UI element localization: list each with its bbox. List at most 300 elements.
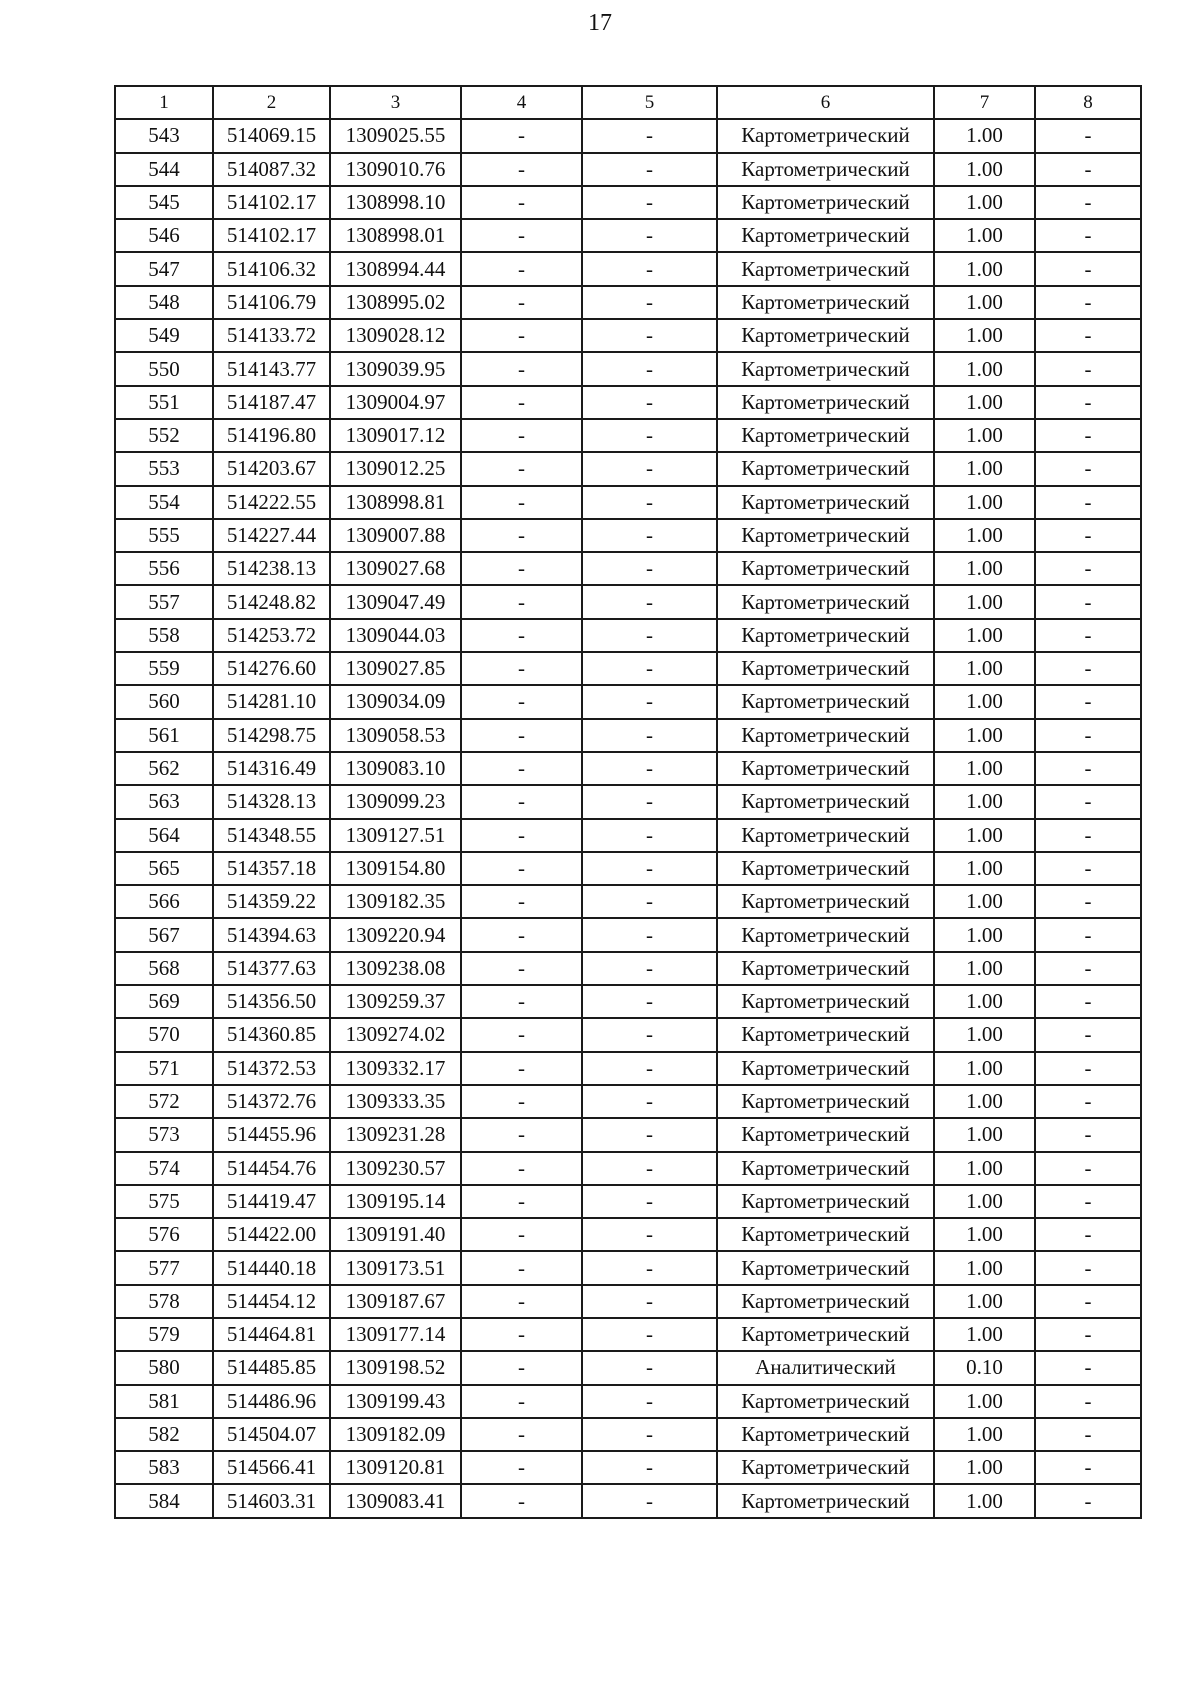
table-cell: - (461, 486, 582, 519)
table-cell: Картометрический (717, 153, 934, 186)
table-cell: 514359.22 (213, 885, 330, 918)
table-cell: - (1035, 1418, 1141, 1451)
table-row (115, 752, 1141, 785)
table-cell: - (1035, 1085, 1141, 1118)
table-cell: 1.00 (934, 386, 1035, 419)
table-cell: 514328.13 (213, 785, 330, 818)
table-cell: Картометрический (717, 319, 934, 352)
table-cell: 1.00 (934, 1052, 1035, 1085)
table-cell: 1.00 (934, 1385, 1035, 1418)
table-row (115, 452, 1141, 485)
table-cell: Картометрический (717, 1318, 934, 1351)
table-cell: 1309044.03 (330, 619, 461, 652)
table-row (115, 1218, 1141, 1251)
table-cell: 543 (115, 119, 213, 152)
table-cell: Картометрический (717, 985, 934, 1018)
table-cell: - (461, 1451, 582, 1484)
table-cell: 1.00 (934, 1085, 1035, 1118)
table-cell: 514143.77 (213, 352, 330, 385)
table-cell: 514419.47 (213, 1185, 330, 1218)
table-row (115, 252, 1141, 285)
table-cell: 1309238.08 (330, 952, 461, 985)
table-cell: - (1035, 1385, 1141, 1418)
table-row (115, 652, 1141, 685)
table-cell: - (1035, 652, 1141, 685)
table-cell: Картометрический (717, 119, 934, 152)
table-cell: 1308995.02 (330, 286, 461, 319)
table-cell: - (1035, 1152, 1141, 1185)
table-cell: Картометрический (717, 619, 934, 652)
table-cell: 568 (115, 952, 213, 985)
table-row (115, 1052, 1141, 1085)
table-cell: 1.00 (934, 486, 1035, 519)
table-cell: - (1035, 119, 1141, 152)
table-cell: 552 (115, 419, 213, 452)
table-cell: - (461, 1385, 582, 1418)
column-header: 6 (717, 86, 934, 119)
table-cell: Картометрический (717, 1052, 934, 1085)
table-cell: - (582, 1185, 717, 1218)
table-cell: 1.00 (934, 785, 1035, 818)
table-cell: - (582, 1318, 717, 1351)
table-row (115, 119, 1141, 152)
table-cell: - (461, 752, 582, 785)
table-cell: 1.00 (934, 1218, 1035, 1251)
table-cell: 548 (115, 286, 213, 319)
table-cell: Картометрический (717, 1018, 934, 1051)
table-cell: 1.00 (934, 186, 1035, 219)
table-cell: 563 (115, 785, 213, 818)
table-cell: 559 (115, 652, 213, 685)
table-cell: 574 (115, 1152, 213, 1185)
table-cell: 1309012.25 (330, 452, 461, 485)
table-cell: - (461, 519, 582, 552)
table-cell: 514348.55 (213, 819, 330, 852)
table-cell: 1.00 (934, 1418, 1035, 1451)
table-cell: - (1035, 186, 1141, 219)
table-cell: - (461, 785, 582, 818)
table-cell: 566 (115, 885, 213, 918)
table-cell: 1308998.10 (330, 186, 461, 219)
table-cell: - (1035, 552, 1141, 585)
table-cell: Картометрический (717, 552, 934, 585)
table-cell: 1309039.95 (330, 352, 461, 385)
table-cell: 1309332.17 (330, 1052, 461, 1085)
table-cell: - (582, 619, 717, 652)
table-cell: - (1035, 1218, 1141, 1251)
table-cell: - (582, 519, 717, 552)
table-row (115, 1118, 1141, 1151)
table-cell: 557 (115, 585, 213, 618)
table-cell: 1.00 (934, 852, 1035, 885)
table-cell: - (582, 219, 717, 252)
table-cell: - (1035, 619, 1141, 652)
table-cell: - (461, 186, 582, 219)
table-cell: 514372.53 (213, 1052, 330, 1085)
table-cell: 583 (115, 1451, 213, 1484)
table-cell: 1.00 (934, 452, 1035, 485)
table-cell: - (461, 885, 582, 918)
table-cell: 1.00 (934, 153, 1035, 186)
table-cell: - (582, 319, 717, 352)
column-header: 7 (934, 86, 1035, 119)
table-cell: 514102.17 (213, 219, 330, 252)
table-cell: 1.00 (934, 752, 1035, 785)
table-cell: 514440.18 (213, 1251, 330, 1284)
column-header: 1 (115, 86, 213, 119)
table-cell: - (582, 885, 717, 918)
table-cell: Картометрический (717, 819, 934, 852)
table-cell: - (461, 685, 582, 718)
table-cell: 514253.72 (213, 619, 330, 652)
table-cell: 1.00 (934, 985, 1035, 1018)
table-cell: 514069.15 (213, 119, 330, 152)
table-row (115, 419, 1141, 452)
table-cell: 514248.82 (213, 585, 330, 618)
table-row (115, 952, 1141, 985)
table-cell: - (1035, 719, 1141, 752)
table-cell: 1.00 (934, 619, 1035, 652)
table-cell: Картометрический (717, 1118, 934, 1151)
table-cell: 514298.75 (213, 719, 330, 752)
table-cell: 1.00 (934, 1484, 1035, 1517)
table-cell: Картометрический (717, 186, 934, 219)
table-cell: Картометрический (717, 1451, 934, 1484)
table-cell: 549 (115, 319, 213, 352)
table-cell: 1.00 (934, 885, 1035, 918)
table-row (115, 486, 1141, 519)
table-cell: - (1035, 985, 1141, 1018)
table-cell: 1.00 (934, 1118, 1035, 1151)
table-cell: 547 (115, 252, 213, 285)
table-cell: - (1035, 1451, 1141, 1484)
table-cell: - (1035, 486, 1141, 519)
table-cell: - (582, 1285, 717, 1318)
table-cell: 514106.79 (213, 286, 330, 319)
table-cell: 564 (115, 819, 213, 852)
table-cell: - (582, 585, 717, 618)
table-cell: 1309220.94 (330, 918, 461, 951)
table-cell: 1309017.12 (330, 419, 461, 452)
table-cell: - (1035, 1185, 1141, 1218)
table-cell: - (582, 1118, 717, 1151)
table-cell: - (461, 1218, 582, 1251)
table-cell: 582 (115, 1418, 213, 1451)
table-header-row (115, 86, 1141, 119)
table-cell: 1.00 (934, 1251, 1035, 1284)
table-cell: - (461, 153, 582, 186)
table-cell: 555 (115, 519, 213, 552)
table-row (115, 519, 1141, 552)
table-row (115, 785, 1141, 818)
table-cell: Картометрический (717, 1484, 934, 1517)
table-cell: 514133.72 (213, 319, 330, 352)
table-cell: 514504.07 (213, 1418, 330, 1451)
table-cell: 1.00 (934, 1318, 1035, 1351)
table-cell: 577 (115, 1251, 213, 1284)
table-cell: - (582, 985, 717, 1018)
table-cell: - (461, 918, 582, 951)
table-cell: 1309010.76 (330, 153, 461, 186)
table-cell: 1309047.49 (330, 585, 461, 618)
table-cell: - (582, 1484, 717, 1517)
table-cell: 554 (115, 486, 213, 519)
table-cell: 1.00 (934, 819, 1035, 852)
table-cell: 1309027.68 (330, 552, 461, 585)
table-cell: 1.00 (934, 719, 1035, 752)
table-cell: - (582, 652, 717, 685)
table-row (115, 1285, 1141, 1318)
table-cell: 1.00 (934, 585, 1035, 618)
table-row (115, 286, 1141, 319)
table-cell: - (461, 252, 582, 285)
table-cell: - (1035, 585, 1141, 618)
table-cell: - (582, 1052, 717, 1085)
column-header: 8 (1035, 86, 1141, 119)
table-cell: 570 (115, 1018, 213, 1051)
table-cell: 514222.55 (213, 486, 330, 519)
table-cell: 1309230.57 (330, 1152, 461, 1185)
table-row (115, 1351, 1141, 1384)
table-cell: - (582, 952, 717, 985)
table-cell: Картометрический (717, 685, 934, 718)
table-row (115, 1385, 1141, 1418)
table-row (115, 1018, 1141, 1051)
table-cell: - (582, 1385, 717, 1418)
table-cell: - (461, 1318, 582, 1351)
table-cell: Картометрический (717, 918, 934, 951)
table-cell: 1309154.80 (330, 852, 461, 885)
table-cell: - (1035, 885, 1141, 918)
table-cell: 1.00 (934, 352, 1035, 385)
table-cell: - (1035, 1251, 1141, 1284)
table-row (115, 552, 1141, 585)
table-row (115, 1085, 1141, 1118)
table-cell: Аналитический (717, 1351, 934, 1384)
table-cell: - (461, 819, 582, 852)
table-cell: 1.00 (934, 552, 1035, 585)
table-cell: - (1035, 219, 1141, 252)
table-cell: 579 (115, 1318, 213, 1351)
table-cell: 1309182.09 (330, 1418, 461, 1451)
table-cell: - (461, 1185, 582, 1218)
table-cell: 1309199.43 (330, 1385, 461, 1418)
table-cell: - (1035, 386, 1141, 419)
table-cell: 565 (115, 852, 213, 885)
table-cell: 514464.81 (213, 1318, 330, 1351)
table-cell: 1308998.01 (330, 219, 461, 252)
table-cell: - (461, 1018, 582, 1051)
table-cell: - (1035, 352, 1141, 385)
table-row (115, 719, 1141, 752)
table-cell: - (1035, 819, 1141, 852)
table-cell: - (582, 286, 717, 319)
table-cell: - (582, 719, 717, 752)
table-cell: 1.00 (934, 1018, 1035, 1051)
table-cell: - (582, 752, 717, 785)
table-cell: - (461, 585, 582, 618)
table-row (115, 1251, 1141, 1284)
table-cell: 553 (115, 452, 213, 485)
table-cell: Картометрический (717, 1185, 934, 1218)
table-cell: 1.00 (934, 219, 1035, 252)
table-cell: - (1035, 1484, 1141, 1517)
table-cell: Картометрический (717, 519, 934, 552)
table-row (115, 1152, 1141, 1185)
table-row (115, 1418, 1141, 1451)
table-cell: 546 (115, 219, 213, 252)
table-cell: 1.00 (934, 685, 1035, 718)
table-cell: 545 (115, 186, 213, 219)
table-cell: 556 (115, 552, 213, 585)
table-cell: - (582, 119, 717, 152)
table-cell: 514356.50 (213, 985, 330, 1018)
table-cell: - (461, 1052, 582, 1085)
table-cell: 1309127.51 (330, 819, 461, 852)
table-cell: 567 (115, 918, 213, 951)
column-header: 3 (330, 86, 461, 119)
table-cell: 551 (115, 386, 213, 419)
table-cell: Картометрический (717, 719, 934, 752)
table-cell: Картометрический (717, 486, 934, 519)
table-cell: - (461, 552, 582, 585)
table-cell: - (461, 952, 582, 985)
table-cell: - (582, 1418, 717, 1451)
table-cell: 1.00 (934, 286, 1035, 319)
table-cell: - (461, 119, 582, 152)
table-row (115, 386, 1141, 419)
table-cell: 1309099.23 (330, 785, 461, 818)
column-header: 5 (582, 86, 717, 119)
table-cell: 1309028.12 (330, 319, 461, 352)
table-cell: 514196.80 (213, 419, 330, 452)
table-row (115, 585, 1141, 618)
table-cell: - (1035, 1018, 1141, 1051)
table-cell: Картометрический (717, 885, 934, 918)
table-cell: 1309191.40 (330, 1218, 461, 1251)
table-cell: 514281.10 (213, 685, 330, 718)
table-cell: - (582, 452, 717, 485)
table-cell: - (1035, 319, 1141, 352)
table-row (115, 352, 1141, 385)
table-cell: - (1035, 852, 1141, 885)
table-cell: - (582, 1451, 717, 1484)
table-row (115, 619, 1141, 652)
table-cell: - (1035, 452, 1141, 485)
table-cell: - (461, 1085, 582, 1118)
table-cell: 1.00 (934, 519, 1035, 552)
table-cell: - (1035, 1351, 1141, 1384)
table-cell: - (582, 186, 717, 219)
table-cell: - (1035, 419, 1141, 452)
table-cell: - (461, 1351, 582, 1384)
table-cell: 584 (115, 1484, 213, 1517)
table-cell: - (582, 1018, 717, 1051)
table-cell: 558 (115, 619, 213, 652)
table-cell: 514422.00 (213, 1218, 330, 1251)
table-cell: 1309004.97 (330, 386, 461, 419)
table-cell: - (1035, 1285, 1141, 1318)
table-cell: - (582, 486, 717, 519)
table-cell: Картометрический (717, 252, 934, 285)
table-cell: 573 (115, 1118, 213, 1151)
table-cell: 1309025.55 (330, 119, 461, 152)
table-cell: - (1035, 153, 1141, 186)
table-cell: 1.00 (934, 1185, 1035, 1218)
table-cell: - (461, 319, 582, 352)
table-cell: - (461, 1484, 582, 1517)
table-row (115, 885, 1141, 918)
table-cell: - (461, 352, 582, 385)
table-cell: 576 (115, 1218, 213, 1251)
table-cell: 578 (115, 1285, 213, 1318)
table-cell: Картометрический (717, 1085, 934, 1118)
table-cell: Картометрический (717, 452, 934, 485)
table-cell: Картометрический (717, 1251, 934, 1284)
table-cell: - (582, 419, 717, 452)
table-cell: - (461, 219, 582, 252)
table-cell: - (1035, 286, 1141, 319)
table-cell: 1309195.14 (330, 1185, 461, 1218)
table-cell: 1.00 (934, 1285, 1035, 1318)
table-row (115, 1451, 1141, 1484)
table-cell: - (461, 719, 582, 752)
table-cell: Картометрический (717, 1152, 934, 1185)
table-cell: 514357.18 (213, 852, 330, 885)
table-cell: 514454.12 (213, 1285, 330, 1318)
table-cell: 571 (115, 1052, 213, 1085)
table-row (115, 1185, 1141, 1218)
table-cell: - (582, 386, 717, 419)
table-cell: Картометрический (717, 286, 934, 319)
table-cell: 514372.76 (213, 1085, 330, 1118)
table-cell: 514227.44 (213, 519, 330, 552)
table-cell: 514485.85 (213, 1351, 330, 1384)
column-header: 2 (213, 86, 330, 119)
table-cell: 1309182.35 (330, 885, 461, 918)
table-cell: - (461, 1118, 582, 1151)
table-cell: 550 (115, 352, 213, 385)
table-cell: Картометрический (717, 419, 934, 452)
table-cell: - (1035, 918, 1141, 951)
table-cell: 1309259.37 (330, 985, 461, 1018)
table-cell: 514455.96 (213, 1118, 330, 1151)
table-cell: 1.00 (934, 419, 1035, 452)
table-cell: - (582, 852, 717, 885)
table-cell: - (461, 386, 582, 419)
table-cell: 569 (115, 985, 213, 1018)
table-cell: - (461, 1285, 582, 1318)
table-cell: - (582, 1085, 717, 1118)
table-cell: 1309007.88 (330, 519, 461, 552)
table-cell: 560 (115, 685, 213, 718)
table-cell: - (461, 1251, 582, 1284)
table-row (115, 153, 1141, 186)
table-cell: Картометрический (717, 752, 934, 785)
table-cell: - (1035, 752, 1141, 785)
table-cell: 1309333.35 (330, 1085, 461, 1118)
table-cell: 561 (115, 719, 213, 752)
table-cell: 1309058.53 (330, 719, 461, 752)
table-cell: Картометрический (717, 852, 934, 885)
table-cell: - (582, 918, 717, 951)
table-cell: Картометрический (717, 1418, 934, 1451)
table-cell: 1308998.81 (330, 486, 461, 519)
table-cell: Картометрический (717, 1385, 934, 1418)
table-cell: 0.10 (934, 1351, 1035, 1384)
table-cell: 1.00 (934, 119, 1035, 152)
table-cell: Картометрический (717, 785, 934, 818)
